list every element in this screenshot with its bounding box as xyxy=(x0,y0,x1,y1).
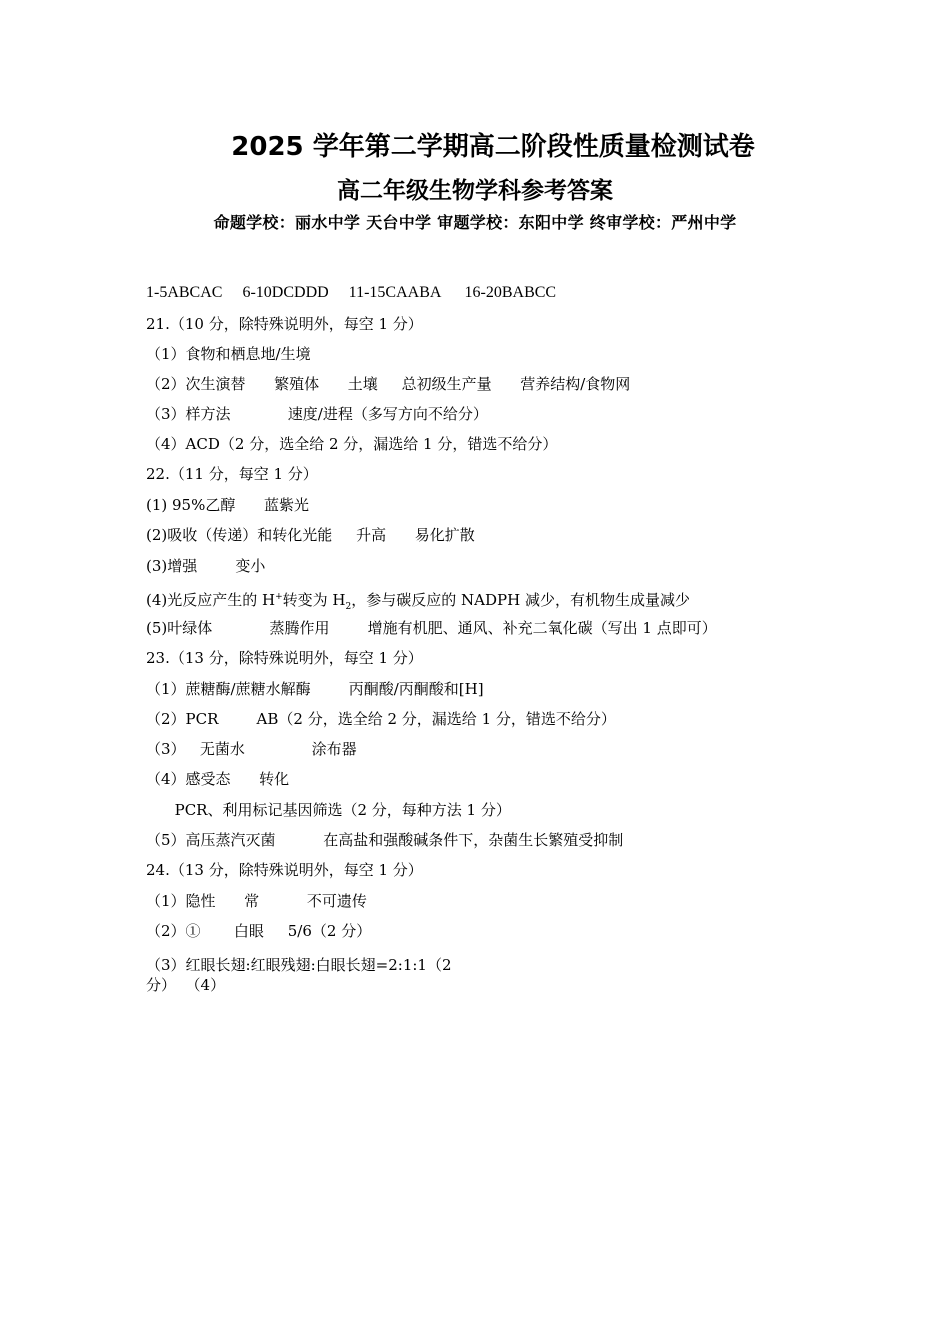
q22-1: (1) 95%乙醇 蓝紫光 xyxy=(146,496,309,514)
q24-3: （3）红眼长翅:红眼残翅:白眼长翅=2:1:1（2 xyxy=(146,956,452,974)
q23-2: （2）PCR AB（2 分，选全给 2 分，漏选给 1 分，错选不给分） xyxy=(146,710,616,728)
q22-4-mid: 转变为 H xyxy=(282,591,346,609)
page-title: 2025 学年第二学期高二阶段性质量检测试卷 xyxy=(231,132,755,162)
q22-4-subscript: 2 xyxy=(345,602,352,612)
q23-4-cont: PCR、利用标记基因筛选（2 分，每种方法 1 分） xyxy=(146,801,511,819)
q21-1: （1）食物和栖息地/生境 xyxy=(146,345,311,363)
answer-row-1-20: 1-5ABCAC 6-10DCDDD 11-15CAABA 16-20BABCC xyxy=(146,284,557,301)
q21-3: （3）样方法 速度/进程（多写方向不给分） xyxy=(146,405,488,423)
school-info: 命题学校：丽水中学 天台中学 审题学校：东阳中学 终审学校：严州中学 xyxy=(213,213,737,232)
q22-4-text: (4)光反应产生的 H xyxy=(146,591,276,609)
q22-2: (2)吸收（传递）和转化光能 升高 易化扩散 xyxy=(146,526,475,544)
q24-2: （2）① 白眼 5/6（2 分） xyxy=(146,922,372,940)
q23-4: （4）感受态 转化 xyxy=(146,770,290,788)
q23-1: （1）蔗糖酶/蔗糖水解酶 丙酮酸/丙酮酸和[H] xyxy=(146,680,484,698)
q24-3-cont: 分） （4） xyxy=(146,976,226,994)
q23-5: （5）高压蒸汽灭菌 在高盐和强酸碱条件下，杂菌生长繁殖受抑制 xyxy=(146,831,624,849)
q22-5: (5)叶绿体 蒸腾作用 增施有机肥、通风、补充二氧化碳（写出 1 点即可） xyxy=(146,619,717,637)
q23-header: 23.（13 分，除特殊说明外，每空 1 分） xyxy=(146,649,423,667)
q24-1: （1）隐性 常 不可遗传 xyxy=(146,892,367,910)
q24-header: 24.（13 分，除特殊说明外，每空 1 分） xyxy=(146,861,423,879)
page-subtitle: 高二年级生物学科参考答案 xyxy=(337,178,613,204)
q22-4-tail: ，参与碳反应的 NADPH 减少，有机物生成量减少 xyxy=(351,591,690,609)
q21-2: （2）次生演替 繁殖体 土壤 总初级生产量 营养结构/食物网 xyxy=(146,375,631,393)
q21-4: （4）ACD（2 分，选全给 2 分，漏选给 1 分，错选不给分） xyxy=(146,435,558,453)
q22-4-superscript: + xyxy=(275,592,283,602)
q22-header: 22.（11 分，每空 1 分） xyxy=(146,465,318,483)
q21-header: 21.（10 分，除特殊说明外，每空 1 分） xyxy=(146,315,423,333)
q22-3: (3)增强 变小 xyxy=(146,557,266,575)
q23-3: （3） 无菌水 涂布器 xyxy=(146,740,357,758)
q22-4 xyxy=(146,587,690,617)
